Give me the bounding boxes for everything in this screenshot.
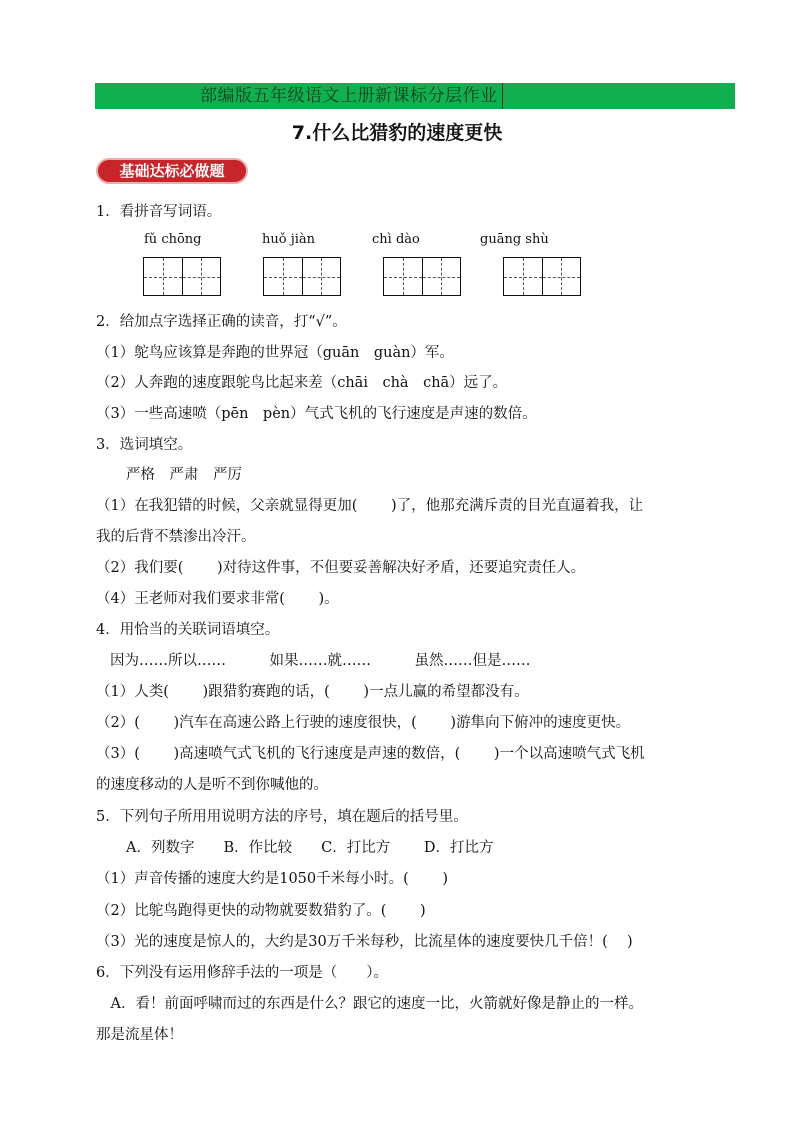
q4-options: 因为……所以…… 如果……就…… 虽然……但是…… (110, 653, 531, 669)
q3-options: 严格 严肃 严厉 (126, 467, 242, 483)
writing-grid-3[interactable] (383, 257, 461, 296)
q5-stem: 5．下列句子所用用说明方法的序号，填在题后的括号里。 (96, 809, 468, 825)
q6-option-a: A．看！前面呼啸而过的东西是什么？跟它的速度一比，火箭就好像是静止的一样。 (96, 996, 643, 1012)
q4-item-2: （2）( )汽车在高速公路上行驶的速度很快，( )游隼向下俯冲的速度更快。 (96, 715, 631, 731)
q4-stem: 4．用恰当的关联词语填空。 (96, 622, 280, 638)
q2-stem: 2．给加点字选择正确的读音，打“√”。 (96, 314, 347, 330)
q2-item-1: （1）鸵鸟应该算是奔跑的世界冠（guān guàn）军。 (96, 345, 454, 361)
q5-options: A．列数字 B．作比较 C．打比方 D．打比方 (126, 840, 494, 856)
q1-stem: 1．看拼音写词语。 (96, 204, 222, 220)
q3-stem: 3．选词填空。 (96, 437, 193, 453)
pinyin-1: fǔ chōng (144, 232, 202, 247)
writing-grid-2[interactable] (263, 257, 341, 296)
q5-item-2: （2）比鸵鸟跑得更快的动物就要数猎豹了。( ) (96, 903, 426, 919)
banner-title: 部编版五年级语文上册新课标分层作业 (200, 83, 503, 109)
q2-item-3: （3）一些高速喷（pēn pèn）气式飞机的飞行速度是声速的数倍。 (96, 406, 537, 422)
q4-item-1: （1）人类( )跟猎豹赛跑的话，( )一点儿赢的希望都没有。 (96, 684, 529, 700)
q4-item-3: （3）( )高速喷气式飞机的飞行速度是声速的数倍，( )一个以高速喷气式飞机 (96, 746, 645, 762)
q2-item-2: （2）人奔跑的速度跟鸵鸟比起来差（chāi chà chā）远了。 (96, 375, 508, 391)
q3-item-1-cont: 我的后背不禁渗出冷汗。 (96, 529, 256, 545)
lesson-title: 7.什么比猎豹的速度更快 (291, 122, 503, 144)
q3-item-4: （4）王老师对我们要求非常( )。 (96, 591, 339, 607)
writing-grid-1[interactable] (143, 257, 221, 296)
q3-item-2: （2）我们要( )对待这件事，不但要妥善解决好矛盾，还要追究责任人。 (96, 560, 586, 576)
pinyin-2: huǒ jiàn (262, 232, 316, 247)
q6-stem: 6．下列没有运用修辞手法的一项是（ ）。 (96, 965, 388, 981)
q5-item-1: （1）声音传播的速度大约是1050千米每小时。( ) (96, 871, 449, 887)
header-banner (95, 83, 735, 109)
q4-item-3-cont: 的速度移动的人是听不到你喊他的。 (96, 777, 328, 793)
q5-item-3: （3）光的速度是惊人的，大约是30万千米每秒，比流星体的速度要快几千倍！( ) (96, 934, 633, 950)
q3-item-1: （1）在我犯错的时候，父亲就显得更加( )了，他那充满斥责的目光直逼着我，让 (96, 498, 644, 514)
pinyin-4: guāng shù (480, 232, 549, 247)
pinyin-3: chì dào (372, 232, 420, 247)
section-label: 基础达标必做题 (96, 158, 248, 184)
writing-grid-4[interactable] (503, 257, 581, 296)
q6-option-a-cont: 那是流星体！ (96, 1027, 183, 1043)
